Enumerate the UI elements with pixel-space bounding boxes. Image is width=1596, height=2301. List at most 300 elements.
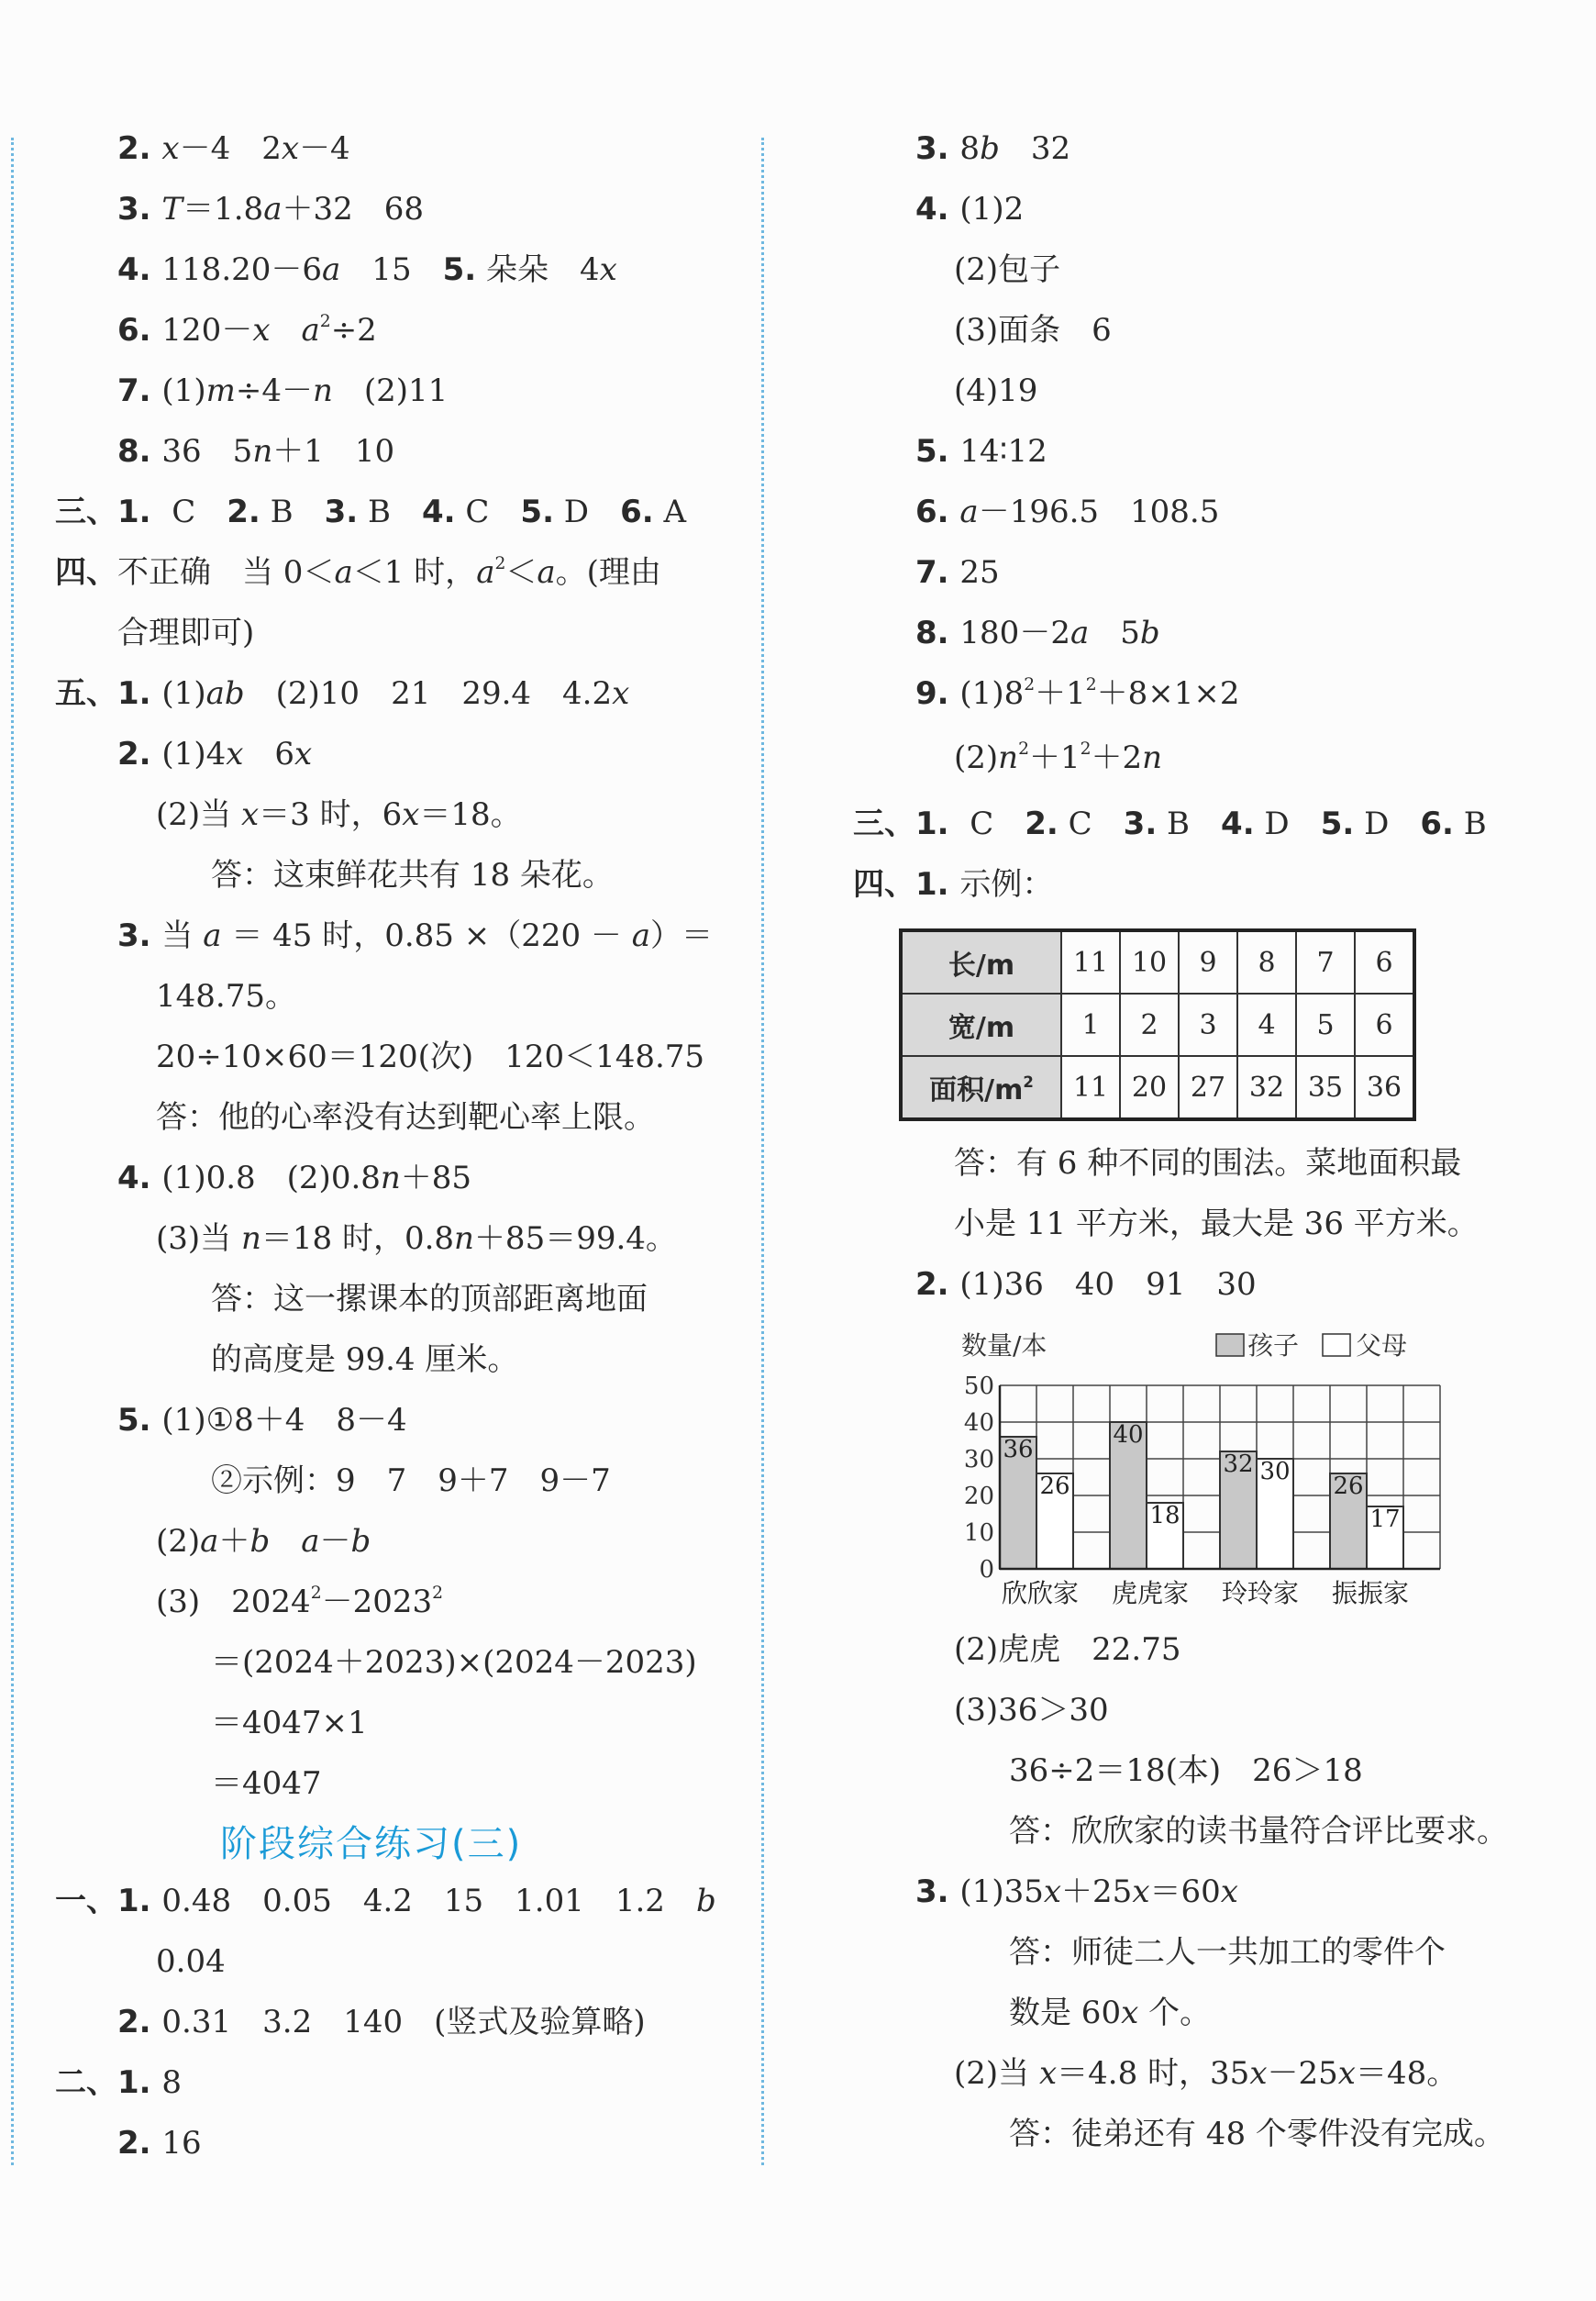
answer-text: (2) bbox=[156, 1523, 201, 1560]
answer-line bbox=[1009, 1993, 1211, 2033]
table-cell: 36 bbox=[1355, 1056, 1414, 1119]
superscript: 2 bbox=[319, 312, 331, 332]
answer-text: a bbox=[322, 251, 341, 288]
answer-line bbox=[853, 864, 1053, 905]
question-number: 3. bbox=[117, 917, 162, 954]
answer-line bbox=[853, 804, 1487, 844]
answer-text: ＝48。 bbox=[1355, 2055, 1458, 2092]
answer-text: ＋32 68 bbox=[282, 191, 424, 228]
answer-text: 118.20－6 bbox=[161, 251, 323, 288]
answer-text: 答：师徒二人一共加工的零件个 bbox=[1009, 1934, 1446, 1971]
question-number: 7. bbox=[915, 554, 960, 591]
answer-text: 5. bbox=[520, 494, 554, 530]
answer-text: x bbox=[294, 736, 313, 773]
section-title: 阶段综合练习(三) bbox=[220, 1823, 523, 1865]
answer-line bbox=[117, 128, 350, 169]
bar-value-label: 17 bbox=[1369, 1506, 1401, 1533]
answer-text: (1) bbox=[161, 675, 206, 712]
answer-text: a bbox=[1070, 615, 1090, 651]
answer-text: (1)2 bbox=[959, 191, 1025, 228]
answer-line bbox=[1009, 2114, 1505, 2154]
answer-text: 5. bbox=[442, 251, 477, 288]
answer-text: 0.48 0.05 4.2 15 1.01 1.2 bbox=[161, 1883, 696, 1919]
superscript: 2 bbox=[1023, 1073, 1034, 1091]
answer-line bbox=[1009, 1932, 1446, 1973]
answer-text: 148.75。 bbox=[156, 978, 296, 1015]
superscript: 2 bbox=[432, 1584, 444, 1604]
answer-text: x bbox=[599, 251, 617, 288]
area-table bbox=[899, 928, 1416, 1121]
answer-text: ＋85 bbox=[400, 1160, 472, 1196]
answer-text: D bbox=[1354, 806, 1421, 842]
answer-line bbox=[954, 250, 1060, 290]
bar-value-label: 40 bbox=[1113, 1421, 1144, 1449]
answer-text: D bbox=[1254, 806, 1321, 842]
row-header: 面积$/m^2$ bbox=[901, 1056, 1061, 1119]
answer-text: (3)当 bbox=[156, 1220, 241, 1257]
legend-label: 孩子 bbox=[1247, 1330, 1300, 1361]
answer-text: x bbox=[281, 130, 300, 167]
answer-line bbox=[915, 431, 1047, 472]
answer-line bbox=[55, 492, 686, 532]
y-tick-label: 20 bbox=[963, 1483, 994, 1510]
answer-text: n bbox=[998, 739, 1019, 776]
section-number: 三、 bbox=[55, 494, 117, 530]
answer-text: ＋1 bbox=[1035, 675, 1086, 712]
answer-text: T bbox=[161, 191, 183, 228]
answer-text: x bbox=[612, 675, 630, 712]
answer-line bbox=[117, 2123, 202, 2163]
answer-line bbox=[954, 371, 1037, 411]
table-cell: 35 bbox=[1296, 1056, 1355, 1119]
answer-text: 4. bbox=[422, 494, 456, 530]
answer-text: (2)包子 bbox=[954, 251, 1061, 288]
answer-text: －196.5 108.5 bbox=[978, 494, 1220, 530]
answer-text: n bbox=[312, 372, 333, 409]
answer-text: 3. bbox=[1123, 806, 1158, 842]
question-number: 1. bbox=[117, 675, 162, 712]
answer-text: (1)8 bbox=[959, 675, 1025, 712]
answer-text: x bbox=[1132, 1873, 1150, 1910]
answer-text: 当 bbox=[161, 917, 204, 954]
bar-value-label: 18 bbox=[1149, 1502, 1180, 1529]
answer-text: a bbox=[476, 554, 495, 591]
answer-text: 120－ bbox=[161, 312, 253, 349]
y-tick-label: 10 bbox=[963, 1519, 994, 1547]
answer-text: (1)4 bbox=[161, 736, 227, 773]
legend-label: 父母 bbox=[1356, 1330, 1408, 1361]
answer-text: ＜ bbox=[505, 554, 538, 591]
y-tick-label: 40 bbox=[963, 1409, 994, 1437]
answer-text: 不正确 当 0＜ bbox=[117, 554, 335, 591]
answer-line bbox=[156, 1521, 371, 1562]
answer-text: B bbox=[358, 494, 422, 530]
y-tick-label: 50 bbox=[963, 1373, 994, 1400]
answer-text bbox=[270, 1523, 301, 1560]
answer-text: 答：他的心率没有达到靶心率上限。 bbox=[156, 1099, 655, 1136]
answer-line bbox=[117, 916, 713, 956]
answer-text: 15 bbox=[340, 251, 443, 288]
answer-text: 180－2 bbox=[959, 615, 1070, 651]
answer-text: A bbox=[653, 494, 687, 530]
answer-text: (3)36＞30 bbox=[954, 1692, 1109, 1729]
answer-text: x bbox=[1249, 2055, 1268, 2092]
answer-text: ＋1 10 bbox=[272, 433, 395, 470]
legend-swatch-children bbox=[1216, 1334, 1244, 1356]
answer-line bbox=[117, 2002, 646, 2042]
answer-text: x bbox=[1220, 1873, 1238, 1910]
answer-line bbox=[55, 1881, 716, 1921]
answer-text: ②示例：9 7 9＋7 9－7 bbox=[211, 1462, 611, 1499]
answer-text: －4 bbox=[299, 130, 350, 167]
answer-text: n bbox=[1142, 739, 1163, 776]
answer-line bbox=[156, 1218, 677, 1259]
answer-line bbox=[156, 795, 522, 835]
answer-line bbox=[915, 492, 1219, 532]
table-cell: 5 bbox=[1296, 994, 1355, 1056]
answer-line bbox=[117, 613, 254, 653]
answer-text: ÷4－ bbox=[235, 372, 313, 409]
answer-line bbox=[156, 976, 296, 1017]
y-tick-label: 0 bbox=[979, 1556, 994, 1584]
superscript: 2 bbox=[1024, 675, 1036, 695]
answer-line bbox=[915, 613, 1160, 653]
answer-text: 答：欣欣家的读书量符合评比要求。 bbox=[1009, 1813, 1508, 1850]
question-number: 2. bbox=[117, 736, 162, 773]
answer-text: 。(理由 bbox=[555, 554, 661, 591]
bar-value-label: 32 bbox=[1223, 1451, 1254, 1478]
answer-text: ab bbox=[205, 675, 245, 712]
answer-text: x bbox=[402, 796, 420, 833]
table-cell: 4 bbox=[1237, 994, 1296, 1056]
answer-text: (1)35 bbox=[959, 1873, 1044, 1910]
question-number: 4. bbox=[117, 251, 162, 288]
answer-text: (1) bbox=[161, 372, 206, 409]
answer-line bbox=[156, 1941, 226, 1982]
answer-text: 20÷10×60＝120(次) 120＜148.75 bbox=[156, 1039, 705, 1075]
answer-text: 4. bbox=[1221, 806, 1255, 842]
answer-line bbox=[211, 1339, 518, 1380]
section-number: 四、 bbox=[55, 554, 117, 591]
answer-text: b bbox=[980, 130, 1000, 167]
answer-line bbox=[915, 1872, 1238, 1912]
section-number: 五、 bbox=[55, 675, 117, 712]
category-label: 虎虎家 bbox=[1111, 1578, 1190, 1608]
answer-text: 合理即可) bbox=[117, 615, 255, 651]
answer-line bbox=[1009, 1751, 1363, 1791]
answer-line bbox=[156, 1037, 704, 1077]
answer-text: 3. bbox=[324, 494, 359, 530]
answer-line bbox=[954, 2053, 1457, 2094]
answer-text: (3) 2024 bbox=[156, 1584, 311, 1620]
answer-line bbox=[211, 1642, 697, 1683]
answer-text: (2)当 bbox=[954, 2055, 1039, 2092]
answer-line bbox=[156, 1097, 655, 1138]
answer-text: 个。 bbox=[1138, 1995, 1212, 2031]
answer-text: B bbox=[1453, 806, 1487, 842]
answer-text: (2)11 bbox=[332, 372, 449, 409]
question-number: 4. bbox=[117, 1160, 162, 1196]
answer-line bbox=[915, 128, 1070, 169]
answer-text: b bbox=[249, 1523, 271, 1560]
answer-line bbox=[117, 734, 312, 774]
answer-line bbox=[55, 673, 629, 714]
answer-text: －2023 bbox=[321, 1584, 433, 1620]
table-cell: 2 bbox=[1120, 994, 1179, 1056]
answer-line bbox=[117, 431, 394, 472]
answer-text: 答：有 6 种不同的围法。菜地面积最 bbox=[954, 1145, 1462, 1182]
question-number: 8. bbox=[117, 433, 162, 470]
question-number: 1. bbox=[915, 806, 960, 842]
answer-text: x bbox=[1121, 1995, 1139, 2031]
answer-text: b bbox=[350, 1523, 371, 1560]
answer-text: n bbox=[252, 433, 273, 470]
answer-text: a bbox=[263, 191, 283, 228]
table-cell: 20 bbox=[1120, 1056, 1179, 1119]
answer-text: B bbox=[1157, 806, 1222, 842]
question-number: 1. bbox=[117, 2064, 162, 2101]
answer-text: x bbox=[161, 130, 180, 167]
answer-text: 5 bbox=[1089, 615, 1140, 651]
left-margin-rule bbox=[11, 138, 14, 2165]
answer-text: ＝3 时，6 bbox=[259, 796, 403, 833]
answer-line bbox=[954, 738, 1162, 778]
section-number: 二、 bbox=[55, 2064, 117, 2101]
superscript: 2 bbox=[1085, 675, 1097, 695]
answer-text: 36÷2＝18(本) 26＞18 bbox=[1009, 1752, 1363, 1789]
bar-chart bbox=[945, 1321, 1458, 1642]
answer-text: ＋1 bbox=[1028, 739, 1081, 776]
answer-line bbox=[915, 673, 1240, 714]
question-number: 3. bbox=[915, 1873, 960, 1910]
question-number: 7. bbox=[117, 372, 162, 409]
answer-text: 0.04 bbox=[156, 1943, 226, 1980]
answer-text: a bbox=[334, 554, 353, 591]
answer-text: 8 bbox=[959, 130, 981, 167]
answer-text: ＋ bbox=[218, 1523, 250, 1560]
answer-text: 14∶12 bbox=[959, 433, 1047, 470]
answer-text: 2. bbox=[227, 494, 260, 530]
question-number: 6. bbox=[915, 494, 960, 530]
answer-text: ＝4047 bbox=[211, 1765, 322, 1802]
answer-text: x bbox=[252, 312, 271, 349]
answer-text: ）＝ bbox=[650, 917, 713, 954]
answer-text: ＝60 bbox=[1149, 1873, 1221, 1910]
answer-text: ＝(2024＋2023)×(2024－2023) bbox=[211, 1644, 697, 1681]
answer-text: b bbox=[1139, 615, 1160, 651]
table-cell: 6 bbox=[1355, 930, 1414, 994]
category-label: 振振家 bbox=[1331, 1578, 1410, 1608]
question-number: 3. bbox=[117, 191, 162, 228]
answer-text: 数是 60 bbox=[1009, 1995, 1122, 2031]
answer-text: n bbox=[454, 1220, 474, 1257]
table-cell: 9 bbox=[1179, 930, 1237, 994]
answer-text: 答：这束鲜花共有 18 朵花。 bbox=[211, 857, 614, 894]
question-number: 8. bbox=[915, 615, 960, 651]
table-cell: 1 bbox=[1061, 994, 1120, 1056]
answer-text: ＋2 bbox=[1091, 739, 1143, 776]
answer-text: (2)当 bbox=[156, 796, 241, 833]
answer-text: C bbox=[161, 494, 227, 530]
answer-text: ＝1.8 bbox=[183, 191, 264, 228]
question-number: 2. bbox=[117, 130, 162, 167]
answer-line bbox=[954, 1143, 1461, 1184]
answer-text: ＋85＝99.4。 bbox=[473, 1220, 677, 1257]
answer-text: 6. bbox=[1420, 806, 1454, 842]
answer-text: x bbox=[240, 796, 260, 833]
answer-text: ＝4.8 时，35 bbox=[1057, 2055, 1250, 2092]
answer-line bbox=[117, 189, 424, 229]
answer-text: (2) bbox=[954, 739, 999, 776]
answer-line bbox=[55, 2062, 182, 2103]
section-number: 四、 bbox=[853, 866, 915, 903]
answer-line bbox=[954, 310, 1112, 350]
question-number: 1. bbox=[117, 1883, 162, 1919]
answer-line bbox=[117, 1158, 471, 1198]
answer-text: 8 bbox=[161, 2064, 183, 2101]
superscript: 2 bbox=[1080, 739, 1092, 760]
answer-text bbox=[271, 312, 302, 349]
answer-text: C bbox=[455, 494, 521, 530]
row-header: 长/m bbox=[901, 930, 1061, 994]
answer-text: n bbox=[380, 1160, 401, 1196]
answer-text: x bbox=[1337, 2055, 1356, 2092]
table-cell: 7 bbox=[1296, 930, 1355, 994]
row-header: 宽/m bbox=[901, 994, 1061, 1056]
question-number: 4. bbox=[915, 191, 960, 228]
answer-text: a bbox=[631, 917, 650, 954]
answer-text: (4)19 bbox=[954, 372, 1038, 409]
answer-text: ＋8×1×2 bbox=[1096, 675, 1240, 712]
answer-text: － bbox=[319, 1523, 351, 1560]
answer-line bbox=[211, 1763, 322, 1804]
answer-text: (1)36 40 91 30 bbox=[959, 1266, 1257, 1303]
question-number: 5. bbox=[915, 433, 960, 470]
question-number: 1. bbox=[915, 866, 960, 903]
table-cell: 10 bbox=[1120, 930, 1179, 994]
section-number: 三、 bbox=[853, 806, 915, 842]
answer-text: ＜1 时， bbox=[352, 554, 477, 591]
table-cell: 11 bbox=[1061, 1056, 1120, 1119]
table-cell: 3 bbox=[1179, 994, 1237, 1056]
answer-line bbox=[211, 1279, 648, 1319]
answer-text: m bbox=[205, 372, 236, 409]
answer-text: x bbox=[226, 736, 244, 773]
answer-text: ÷2 bbox=[330, 312, 377, 349]
answer-text: 朵朵 4 bbox=[476, 251, 600, 288]
answer-text: 0.31 3.2 140 (竖式及验算略) bbox=[161, 2004, 646, 2040]
answer-line bbox=[915, 552, 1000, 593]
superscript: 2 bbox=[494, 554, 506, 574]
table-cell: 32 bbox=[1237, 1056, 1296, 1119]
answer-text: 示例： bbox=[959, 866, 1054, 903]
answer-text: 32 bbox=[999, 130, 1071, 167]
answer-text: C bbox=[1058, 806, 1124, 842]
answer-text: a bbox=[959, 494, 979, 530]
bar-value-label: 30 bbox=[1259, 1458, 1291, 1485]
answer-text: (2)虎虎 22.75 bbox=[954, 1631, 1181, 1668]
answer-line bbox=[211, 1461, 611, 1501]
answer-text: ＝18 时，0.8 bbox=[260, 1220, 455, 1257]
answer-line bbox=[211, 855, 614, 895]
answer-text: (2)10 21 29.4 4.2 bbox=[244, 675, 613, 712]
table-row bbox=[901, 930, 1414, 994]
answer-text: 小是 11 平方米，最大是 36 平方米。 bbox=[954, 1206, 1479, 1242]
answer-line bbox=[954, 1690, 1109, 1730]
answer-text: －25 bbox=[1267, 2055, 1338, 2092]
answer-text: (1)0.8 (2)0.8 bbox=[161, 1160, 381, 1196]
answer-text: a bbox=[200, 1523, 219, 1560]
answer-text: 答：这一摞课本的顶部距离地面 bbox=[211, 1281, 648, 1317]
answer-text: 6. bbox=[620, 494, 654, 530]
question-number: 2. bbox=[915, 1266, 960, 1303]
superscript: 2 bbox=[310, 1584, 322, 1604]
answer-text: B bbox=[260, 494, 325, 530]
answer-text: a bbox=[203, 917, 222, 954]
answer-line bbox=[117, 310, 377, 350]
superscript: 2 bbox=[1018, 739, 1029, 760]
category-label: 玲玲家 bbox=[1221, 1578, 1300, 1608]
answer-text: ＝4047×1 bbox=[211, 1705, 368, 1741]
answer-line bbox=[117, 371, 448, 411]
answer-text: a bbox=[301, 312, 320, 349]
answer-text: (3)面条 6 bbox=[954, 312, 1112, 349]
answer-text: ＝ 45 时，0.85 ×（220 － bbox=[221, 917, 632, 954]
answer-line bbox=[1009, 1811, 1508, 1851]
question-number: 5. bbox=[117, 1402, 162, 1439]
answer-text: ＝18。 bbox=[419, 796, 522, 833]
answer-text: 25 bbox=[959, 554, 1000, 591]
answer-text: C bbox=[959, 806, 1025, 842]
answer-text: n bbox=[240, 1220, 261, 1257]
answer-text: a bbox=[301, 1523, 320, 1560]
question-number: 3. bbox=[915, 130, 960, 167]
answer-text: 答：徒弟还有 48 个零件没有完成。 bbox=[1009, 2116, 1505, 2152]
answer-text: D bbox=[553, 494, 621, 530]
answer-text: a bbox=[537, 554, 556, 591]
bar-value-label: 26 bbox=[1333, 1473, 1364, 1500]
table-row bbox=[901, 994, 1414, 1056]
answer-line bbox=[211, 1703, 368, 1743]
answer-text: 的高度是 99.4 厘米。 bbox=[211, 1341, 519, 1378]
table-cell: 11 bbox=[1061, 930, 1120, 994]
answer-line bbox=[117, 250, 617, 290]
question-number: 2. bbox=[117, 2004, 162, 2040]
section-number: 一、 bbox=[55, 1883, 117, 1919]
category-label: 欣欣家 bbox=[1001, 1578, 1080, 1608]
y-axis-label: 数量/本 bbox=[961, 1330, 1047, 1361]
answer-text: (1)①8＋4 8－4 bbox=[161, 1402, 407, 1439]
legend-swatch-parents bbox=[1323, 1334, 1350, 1356]
answer-line bbox=[915, 1264, 1257, 1305]
answer-text: ＋25 bbox=[1061, 1873, 1133, 1910]
bar-value-label: 36 bbox=[1003, 1436, 1034, 1463]
answer-line bbox=[954, 1204, 1479, 1244]
answer-line bbox=[117, 1400, 407, 1440]
table-cell: 27 bbox=[1179, 1056, 1237, 1119]
question-number: 9. bbox=[915, 675, 960, 712]
answer-line bbox=[156, 1582, 443, 1622]
answer-text: 5. bbox=[1320, 806, 1355, 842]
answer-line bbox=[55, 552, 661, 593]
column-divider bbox=[761, 138, 764, 2165]
table-cell: 6 bbox=[1355, 994, 1414, 1056]
answer-text: 36 5 bbox=[161, 433, 253, 470]
answer-text: x bbox=[1038, 2055, 1058, 2092]
question-number: 2. bbox=[117, 2125, 162, 2162]
question-number: 6. bbox=[117, 312, 162, 349]
answer-text: x bbox=[1043, 1873, 1062, 1910]
